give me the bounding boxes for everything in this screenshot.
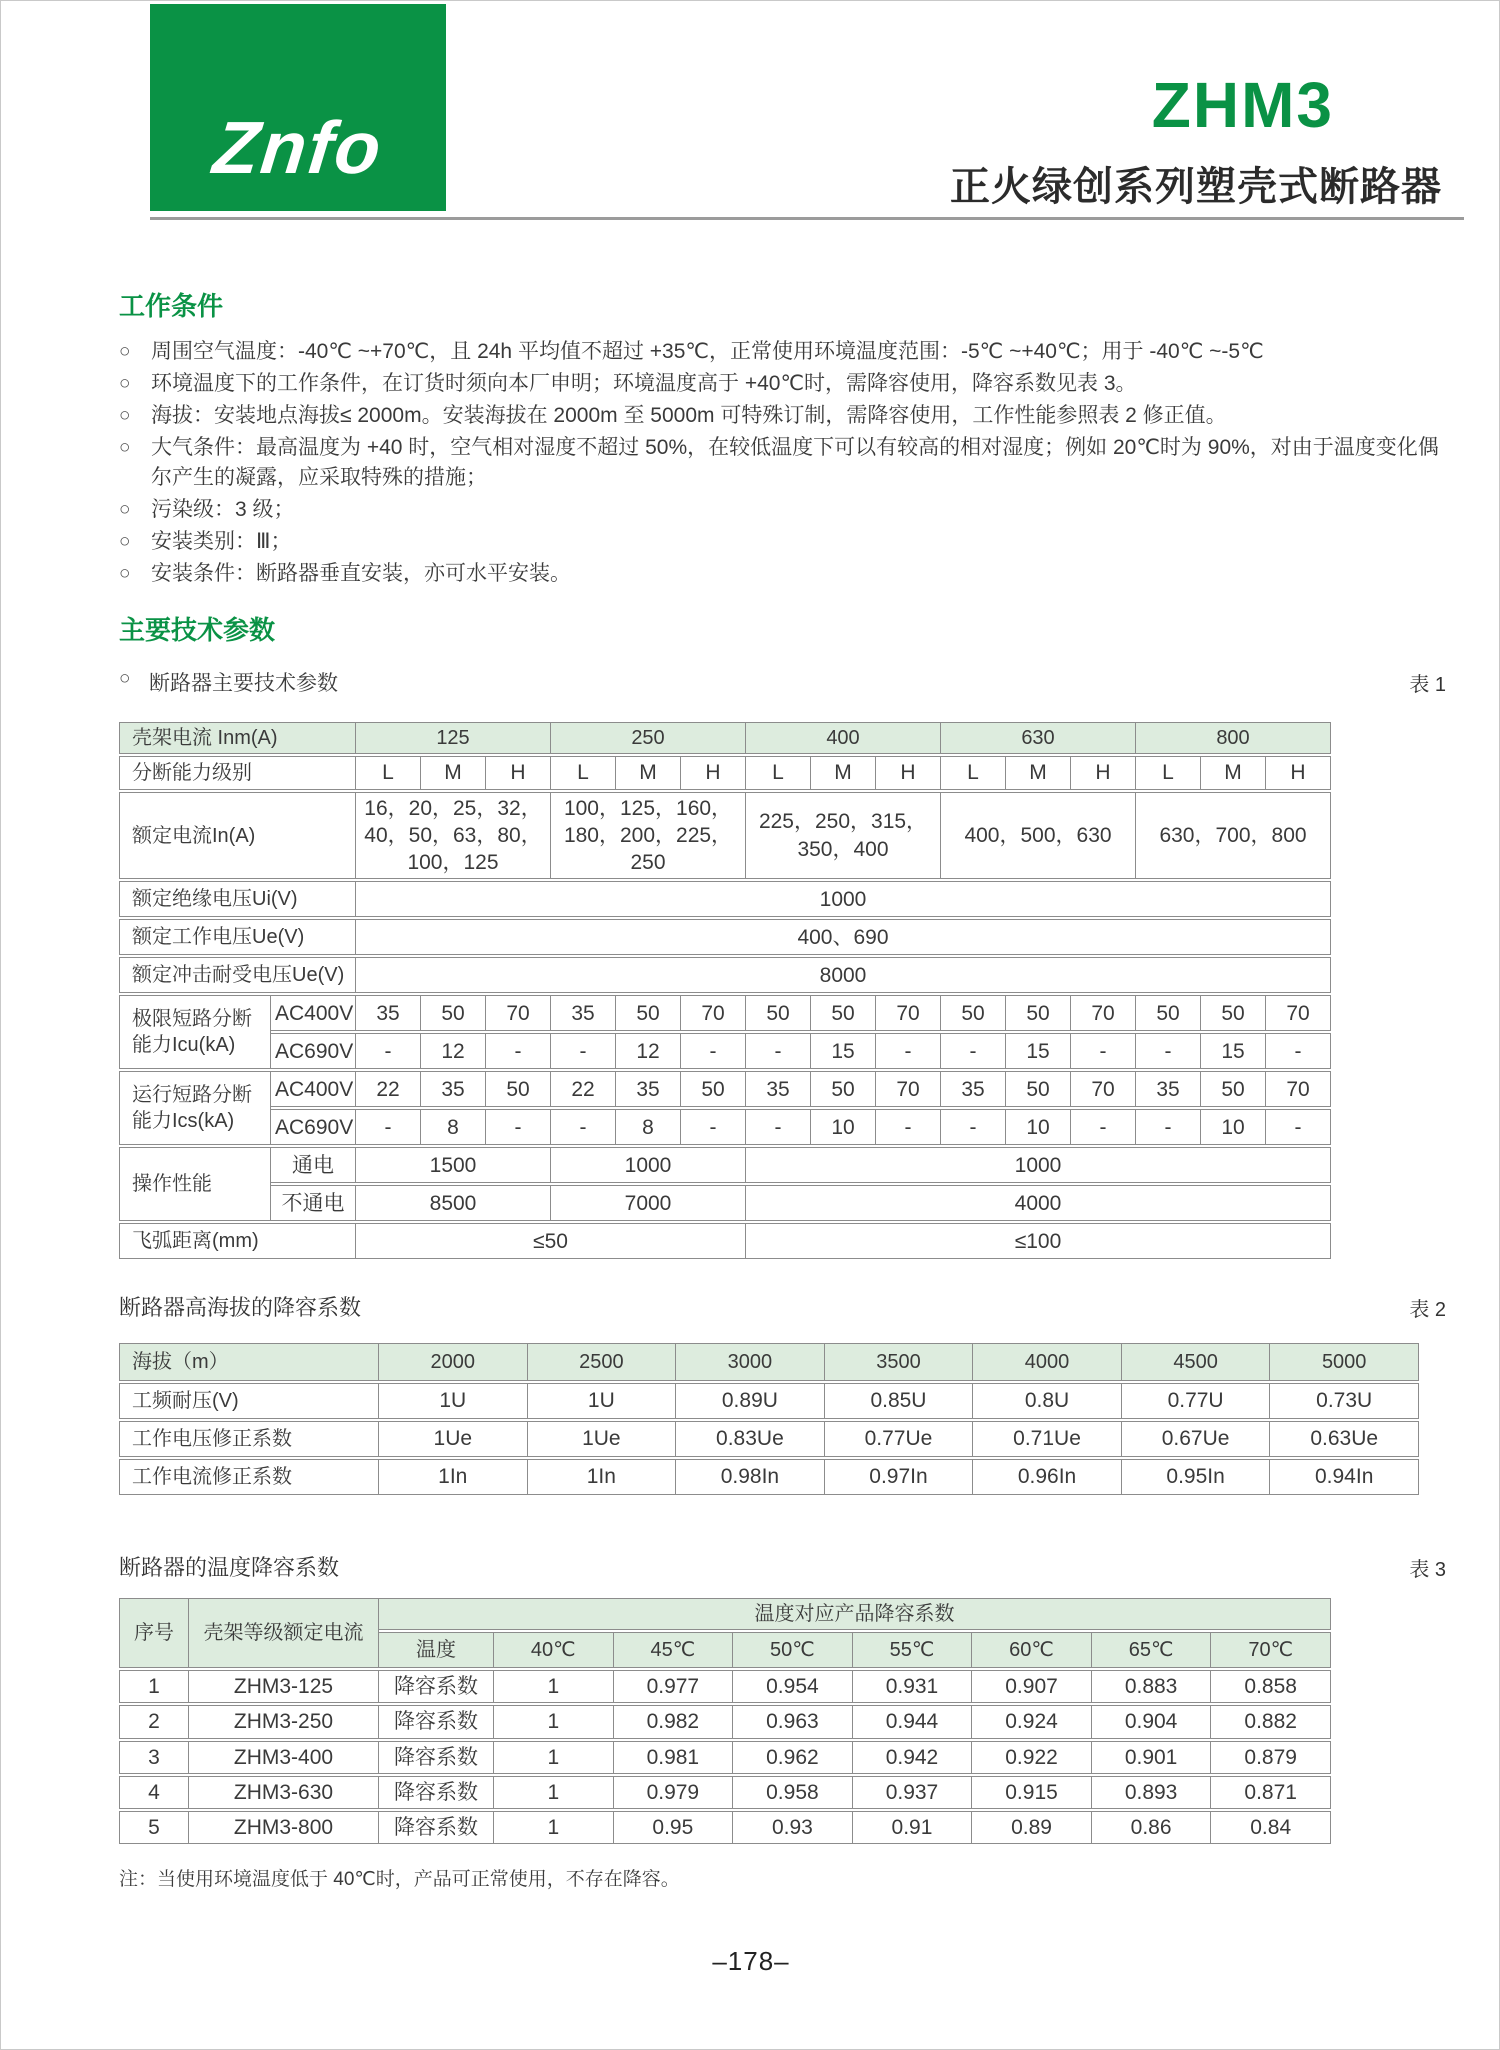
t1-ics-ac690v-value: 8 (616, 1109, 681, 1145)
t1-ics-ac690v-value: - (941, 1109, 1006, 1145)
t3-temp-col: 50℃ (733, 1632, 853, 1668)
t1-icu-ac400v-value: 70 (1071, 995, 1136, 1031)
t3-model: ZHM3-800 (189, 1811, 379, 1844)
t1-icu-ac400v-row (119, 995, 1331, 1031)
t2-row-label: 工频耐压(V) (119, 1383, 379, 1419)
t1-level: M (421, 756, 486, 790)
t2-cell: 0.77Ue (825, 1421, 974, 1457)
section-working-conditions (119, 292, 1446, 589)
t1-ics-ac400v-value: 35 (1136, 1071, 1201, 1107)
condition-item (119, 559, 1446, 589)
t1-icu-ac400v-value: 50 (421, 995, 486, 1031)
t1-level: M (811, 756, 876, 790)
t3-cell: 0.958 (733, 1776, 853, 1809)
t1-icu-ac400v-value: 35 (551, 995, 616, 1031)
t3-cell: 0.89 (972, 1811, 1092, 1844)
t1-breaking-level-row (119, 756, 1331, 790)
t1-level: H (681, 756, 746, 790)
condition-text: 安装类别：Ⅲ； (151, 529, 292, 553)
t2-altitude-value: 4500 (1122, 1343, 1271, 1381)
t1-rated-current-value: 16，20，25，32，40，50，63，80，100，125 (356, 792, 551, 880)
t3-cell: 0.982 (614, 1705, 734, 1738)
product-model-title: ZHM3 (1151, 69, 1334, 141)
t3-temp-col: 70℃ (1211, 1632, 1331, 1668)
t1-ics-ac400v-value: 22 (551, 1071, 616, 1107)
t3-seq-header: 序号 (119, 1598, 189, 1668)
t3-cell: 0.944 (853, 1705, 973, 1738)
t1-frame-current-value: 800 (1136, 722, 1331, 754)
t1-operation-energized-row (119, 1147, 1331, 1183)
t3-cell: 0.858 (1211, 1670, 1331, 1703)
condition-item (119, 527, 1446, 557)
t1-energized-value: 1000 (551, 1147, 746, 1183)
t2-voltage-correction-row (119, 1421, 1419, 1457)
t2-row-label: 工作电压修正系数 (119, 1421, 379, 1457)
t3-cell: 0.922 (972, 1741, 1092, 1774)
t3-temp-col: 55℃ (853, 1632, 973, 1668)
t3-derating-group-header: 温度对应产品降容系数 (379, 1598, 1331, 1630)
t3-cell: 1 (494, 1811, 614, 1844)
t1-ics-ac400v-value: 50 (1201, 1071, 1266, 1107)
t1-level: L (941, 756, 1006, 790)
t3-cell: 0.883 (1092, 1670, 1212, 1703)
t1-rated-current-row (119, 792, 1331, 880)
t3-cell: 0.962 (733, 1741, 853, 1774)
t3-cell: 0.937 (853, 1776, 973, 1809)
t2-cell: 0.83Ue (676, 1421, 825, 1457)
condition-item (119, 337, 1446, 367)
t2-cell: 1In (528, 1459, 677, 1495)
table2-caption-row (119, 1291, 1446, 1322)
t3-temp-header: 温度 (379, 1632, 494, 1668)
t1-impulse-voltage-value: 8000 (356, 957, 1331, 993)
brand-logo (150, 4, 446, 211)
t1-ics-ac690v-label: AC690V (271, 1109, 356, 1145)
t1-icu-ac690v-row (119, 1033, 1331, 1069)
table-main-tech-params (119, 720, 1331, 1262)
t3-data-row (119, 1670, 1331, 1703)
section-main-tech-params (119, 616, 1446, 1261)
product-series-subtitle: 正火绿创系列塑壳式断路器 (950, 165, 1442, 209)
t3-cell: 0.904 (1092, 1705, 1212, 1738)
t2-altitude-value: 5000 (1270, 1343, 1419, 1381)
t2-current-correction-row (119, 1459, 1419, 1495)
section-altitude-derating (119, 1291, 1446, 1497)
t2-cell: 1In (379, 1459, 528, 1495)
t1-ics-ac690v-value: 10 (811, 1109, 876, 1145)
t1-icu-ac690v-value: 15 (1201, 1033, 1266, 1069)
t3-cell: 1 (494, 1705, 614, 1738)
t2-cell: 0.85U (825, 1383, 974, 1419)
t2-cell: 0.71Ue (973, 1421, 1122, 1457)
t3-temp-col: 40℃ (494, 1632, 614, 1668)
t1-ics-ac400v-value: 22 (356, 1071, 421, 1107)
t1-ics-ac690v-row (119, 1109, 1331, 1145)
t1-ics-ac400v-value: 35 (941, 1071, 1006, 1107)
t1-ics-ac400v-value: 50 (681, 1071, 746, 1107)
t1-ics-ac400v-value: 70 (876, 1071, 941, 1107)
t3-row-label: 降容系数 (379, 1705, 494, 1738)
t1-level: L (356, 756, 421, 790)
t1-icu-ac690v-value: 15 (1006, 1033, 1071, 1069)
t2-row-label: 工作电流修正系数 (119, 1459, 379, 1495)
t3-seq: 4 (119, 1776, 189, 1809)
t3-model: ZHM3-630 (189, 1776, 379, 1809)
t3-row-label: 降容系数 (379, 1811, 494, 1844)
t2-withstand-voltage-row (119, 1383, 1419, 1419)
t1-ics-ac690v-value: 8 (421, 1109, 486, 1145)
t1-ics-ac690v-value: - (356, 1109, 421, 1145)
condition-item (119, 433, 1446, 493)
t3-cell: 1 (494, 1670, 614, 1703)
t1-deenergized-value: 4000 (746, 1185, 1331, 1221)
t1-rated-current-value: 400，500，630 (941, 792, 1136, 880)
t1-ics-ac400v-row (119, 1071, 1331, 1107)
t1-insulation-voltage-label: 额定绝缘电压Ui(V) (119, 881, 356, 917)
t3-seq: 2 (119, 1705, 189, 1738)
t1-ics-label: 运行短路分断能力Ics(kA) (119, 1071, 271, 1145)
table3-caption: 表 3 (1409, 1559, 1446, 1581)
t1-deenergized-value: 7000 (551, 1185, 746, 1221)
t1-insulation-voltage-value: 1000 (356, 881, 1331, 917)
t1-icu-ac690v-value: 12 (616, 1033, 681, 1069)
condition-text: 污染级：3 级； (151, 497, 295, 521)
t1-ics-ac400v-value: 50 (486, 1071, 551, 1107)
t1-icu-ac690v-value: - (746, 1033, 811, 1069)
t1-ics-ac690v-value: - (1266, 1109, 1331, 1145)
condition-text: 周围空气温度：-40℃ ~+70℃，且 24h 平均值不超过 +35℃，正常使用环境温度范围：-5℃ ~+40℃；用于 -40℃ ~-5℃ (151, 339, 1264, 363)
t2-altitude-value: 2500 (528, 1343, 677, 1381)
t2-cell: 0.67Ue (1122, 1421, 1271, 1457)
t3-cell: 0.942 (853, 1741, 973, 1774)
t1-arc-distance-value: ≤50 (356, 1223, 746, 1259)
t1-ics-ac690v-value: - (746, 1109, 811, 1145)
t3-temp-col: 60℃ (972, 1632, 1092, 1668)
t1-breaking-level-label: 分断能力级别 (119, 756, 356, 790)
t2-header-row (119, 1343, 1419, 1381)
t1-ics-ac690v-value: - (551, 1109, 616, 1145)
t1-icu-ac690v-value: - (356, 1033, 421, 1069)
t1-ics-ac400v-value: 50 (811, 1071, 876, 1107)
t3-seq: 5 (119, 1811, 189, 1844)
t1-frame-current-value: 400 (746, 722, 941, 754)
t1-level: L (551, 756, 616, 790)
t2-altitude-value: 3000 (676, 1343, 825, 1381)
t3-cell: 0.981 (614, 1741, 734, 1774)
t3-cell: 0.871 (1211, 1776, 1331, 1809)
table1-caption-row (119, 667, 1446, 697)
t1-arc-distance-value: ≤100 (746, 1223, 1331, 1259)
t2-cell: 0.97In (825, 1459, 974, 1495)
t3-cell: 0.977 (614, 1670, 734, 1703)
t1-icu-ac400v-value: 50 (1136, 995, 1201, 1031)
t1-level: M (1006, 756, 1071, 790)
t1-icu-ac690v-value: - (551, 1033, 616, 1069)
t3-cell: 0.931 (853, 1670, 973, 1703)
t3-frame-header: 壳架等级额定电流 (189, 1598, 379, 1668)
t1-energized-value: 1000 (746, 1147, 1331, 1183)
t1-icu-ac690v-label: AC690V (271, 1033, 356, 1069)
t1-level: H (1071, 756, 1136, 790)
t2-cell: 1U (528, 1383, 677, 1419)
t1-operation-deenergized-row (119, 1185, 1331, 1221)
t1-icu-ac400v-value: 70 (1266, 995, 1331, 1031)
t1-ics-ac690v-value: - (876, 1109, 941, 1145)
t1-rated-current-value: 630，700，800 (1136, 792, 1331, 880)
working-conditions-heading: 工作条件 (119, 291, 224, 321)
section-temperature-derating (119, 1551, 1446, 1891)
t1-arc-distance-row (119, 1223, 1331, 1259)
t2-cell: 0.8U (973, 1383, 1122, 1419)
t1-icu-ac690v-value: - (1136, 1033, 1201, 1069)
t3-temp-col: 65℃ (1092, 1632, 1212, 1668)
brand-logo-text: Znfo (209, 106, 387, 189)
t1-icu-ac400v-value: 70 (876, 995, 941, 1031)
t1-rated-current-value: 100，125，160，180，200，225，250 (551, 792, 746, 880)
t3-cell: 0.907 (972, 1670, 1092, 1703)
t3-cell: 0.93 (733, 1811, 853, 1844)
table-temperature-derating (119, 1596, 1331, 1846)
t1-operation-label: 操作性能 (119, 1147, 271, 1221)
t1-icu-ac400v-value: 50 (1006, 995, 1071, 1031)
t1-ics-ac690v-value: 10 (1201, 1109, 1266, 1145)
t2-altitude-label: 海拔（m） (119, 1343, 379, 1381)
t1-ics-ac400v-value: 35 (421, 1071, 486, 1107)
tech-params-heading: 主要技术参数 (119, 615, 276, 645)
table3-note: 注：当使用环境温度低于 40℃时，产品可正常使用，不存在降容。 (119, 1869, 680, 1891)
t1-ics-ac400v-value: 35 (746, 1071, 811, 1107)
t2-altitude-value: 2000 (379, 1343, 528, 1381)
t3-model: ZHM3-250 (189, 1705, 379, 1738)
t1-impulse-voltage-row (119, 957, 1331, 993)
t1-level: H (1266, 756, 1331, 790)
table-altitude-derating (119, 1341, 1419, 1497)
table2-title: 断路器高海拔的降容系数 (119, 1295, 362, 1320)
t2-cell: 0.89U (676, 1383, 825, 1419)
t3-cell: 0.915 (972, 1776, 1092, 1809)
t1-icu-ac400v-value: 50 (941, 995, 1006, 1031)
t1-icu-ac690v-value: - (876, 1033, 941, 1069)
t1-level: M (616, 756, 681, 790)
t1-working-voltage-label: 额定工作电压Ue(V) (119, 919, 356, 955)
t2-altitude-value: 3500 (825, 1343, 974, 1381)
t2-cell: 1U (379, 1383, 528, 1419)
t1-icu-ac400v-value: 35 (356, 995, 421, 1031)
t1-ics-ac400v-value: 50 (1006, 1071, 1071, 1107)
table3-caption-row (119, 1551, 1446, 1582)
t3-header-row-1 (119, 1598, 1331, 1630)
t1-level: H (486, 756, 551, 790)
t1-frame-current-value: 250 (551, 722, 746, 754)
t1-icu-ac400v-value: 50 (1201, 995, 1266, 1031)
t1-energized-value: 1500 (356, 1147, 551, 1183)
t1-icu-ac690v-value: - (941, 1033, 1006, 1069)
t1-rated-current-value: 225，250，315，350，400 (746, 792, 941, 880)
t3-cell: 0.979 (614, 1776, 734, 1809)
condition-text: 环境温度下的工作条件，在订货时须向本厂申明；环境温度高于 +40℃时，需降容使用，降容系数见表 3。 (151, 371, 1137, 395)
t1-level: L (1136, 756, 1201, 790)
t3-cell: 0.91 (853, 1811, 973, 1844)
t1-ics-ac400v-value: 70 (1071, 1071, 1136, 1107)
t2-cell: 1Ue (379, 1421, 528, 1457)
table2-caption: 表 2 (1409, 1299, 1446, 1321)
t3-temp-col: 45℃ (614, 1632, 734, 1668)
t1-icu-ac400v-value: 50 (616, 995, 681, 1031)
t2-cell: 0.98In (676, 1459, 825, 1495)
t3-model: ZHM3-400 (189, 1741, 379, 1774)
condition-text: 安装条件：断路器垂直安装，亦可水平安装。 (151, 561, 571, 585)
t2-altitude-value: 4000 (973, 1343, 1122, 1381)
t1-deenergized-label: 不通电 (271, 1185, 356, 1221)
t2-cell: 0.77U (1122, 1383, 1271, 1419)
t1-icu-ac400v-value: 50 (811, 995, 876, 1031)
t1-level: L (746, 756, 811, 790)
t1-working-voltage-row (119, 919, 1331, 955)
t2-cell: 0.73U (1270, 1383, 1419, 1419)
t2-cell: 0.94In (1270, 1459, 1419, 1495)
t1-energized-label: 通电 (271, 1147, 356, 1183)
t1-insulation-voltage-row (119, 881, 1331, 917)
t1-ics-ac690v-value: - (681, 1109, 746, 1145)
t3-row-label: 降容系数 (379, 1741, 494, 1774)
page-number: –178– (712, 1946, 790, 1976)
t3-cell: 0.95 (614, 1811, 734, 1844)
t1-frame-current-row (119, 722, 1331, 754)
t1-frame-current-value: 630 (941, 722, 1136, 754)
t3-row-label: 降容系数 (379, 1776, 494, 1809)
t3-data-row (119, 1705, 1331, 1738)
t3-cell: 1 (494, 1741, 614, 1774)
t3-cell: 0.86 (1092, 1811, 1212, 1844)
t3-model: ZHM3-125 (189, 1670, 379, 1703)
t3-seq: 1 (119, 1670, 189, 1703)
header-divider (150, 217, 1464, 220)
t3-row-label: 降容系数 (379, 1670, 494, 1703)
t1-icu-ac400v-label: AC400V (271, 995, 356, 1031)
t1-icu-ac400v-value: 70 (681, 995, 746, 1031)
t1-level: H (876, 756, 941, 790)
t1-icu-ac400v-value: 70 (486, 995, 551, 1031)
working-conditions-list (119, 337, 1446, 589)
condition-text: 海拔：安装地点海拔≤ 2000m。安装海拔在 2000m 至 5000m 可特殊订制，需降容使用，工作性能参照表 2 修正值。 (151, 403, 1227, 427)
t3-cell: 0.963 (733, 1705, 853, 1738)
t3-cell: 0.954 (733, 1670, 853, 1703)
t1-deenergized-value: 8500 (356, 1185, 551, 1221)
t1-icu-ac690v-value: 12 (421, 1033, 486, 1069)
t2-cell: 0.96In (973, 1459, 1122, 1495)
t1-rated-current-label: 额定电流In(A) (119, 792, 356, 880)
condition-text: 大气条件：最高温度为 +40 时，空气相对湿度不超过 50%，在较低温度下可以有较高的相对湿度；例如 20℃时为 90%，对由于温度变化偶尔产生的凝露，应采取特殊的措施； (151, 435, 1439, 489)
t1-ics-ac690v-value: - (1136, 1109, 1201, 1145)
t3-cell: 0.924 (972, 1705, 1092, 1738)
t1-icu-ac690v-value: - (1071, 1033, 1136, 1069)
t3-cell: 0.893 (1092, 1776, 1212, 1809)
t1-frame-current-value: 125 (356, 722, 551, 754)
t2-cell: 0.95In (1122, 1459, 1271, 1495)
t1-icu-ac690v-value: - (1266, 1033, 1331, 1069)
t3-seq: 3 (119, 1741, 189, 1774)
condition-item (119, 369, 1446, 399)
t3-data-row (119, 1811, 1331, 1844)
t1-icu-ac400v-value: 50 (746, 995, 811, 1031)
t3-data-row (119, 1741, 1331, 1774)
t3-cell: 0.901 (1092, 1741, 1212, 1774)
t1-ics-ac400v-label: AC400V (271, 1071, 356, 1107)
t3-cell: 0.879 (1211, 1741, 1331, 1774)
t1-level: M (1201, 756, 1266, 790)
t3-cell: 0.84 (1211, 1811, 1331, 1844)
table1-caption: 表 1 (1409, 673, 1446, 696)
t1-icu-ac690v-value: - (486, 1033, 551, 1069)
t2-cell: 0.63Ue (1270, 1421, 1419, 1457)
t3-cell: 0.882 (1211, 1705, 1331, 1738)
t1-arc-distance-label: 飞弧距离(mm) (119, 1223, 356, 1259)
t2-cell: 1Ue (528, 1421, 677, 1457)
table3-title: 断路器的温度降容系数 (119, 1555, 340, 1580)
table1-subheading: ○ 断路器主要技术参数 (119, 667, 338, 697)
t3-cell: 1 (494, 1776, 614, 1809)
t3-data-row (119, 1776, 1331, 1809)
t1-ics-ac690v-value: - (1071, 1109, 1136, 1145)
t1-frame-current-label: 壳架电流 Inm(A) (119, 722, 356, 754)
t1-ics-ac400v-value: 70 (1266, 1071, 1331, 1107)
condition-item (119, 401, 1446, 431)
condition-item (119, 495, 1446, 525)
t1-icu-ac690v-value: - (681, 1033, 746, 1069)
t1-working-voltage-value: 400、690 (356, 919, 1331, 955)
t1-ics-ac690v-value: - (486, 1109, 551, 1145)
t1-icu-ac690v-value: 15 (811, 1033, 876, 1069)
t1-impulse-voltage-label: 额定冲击耐受电压Ue(V) (119, 957, 356, 993)
t1-ics-ac690v-value: 10 (1006, 1109, 1071, 1145)
t1-ics-ac400v-value: 35 (616, 1071, 681, 1107)
t1-icu-label: 极限短路分断能力Icu(kA) (119, 995, 271, 1069)
